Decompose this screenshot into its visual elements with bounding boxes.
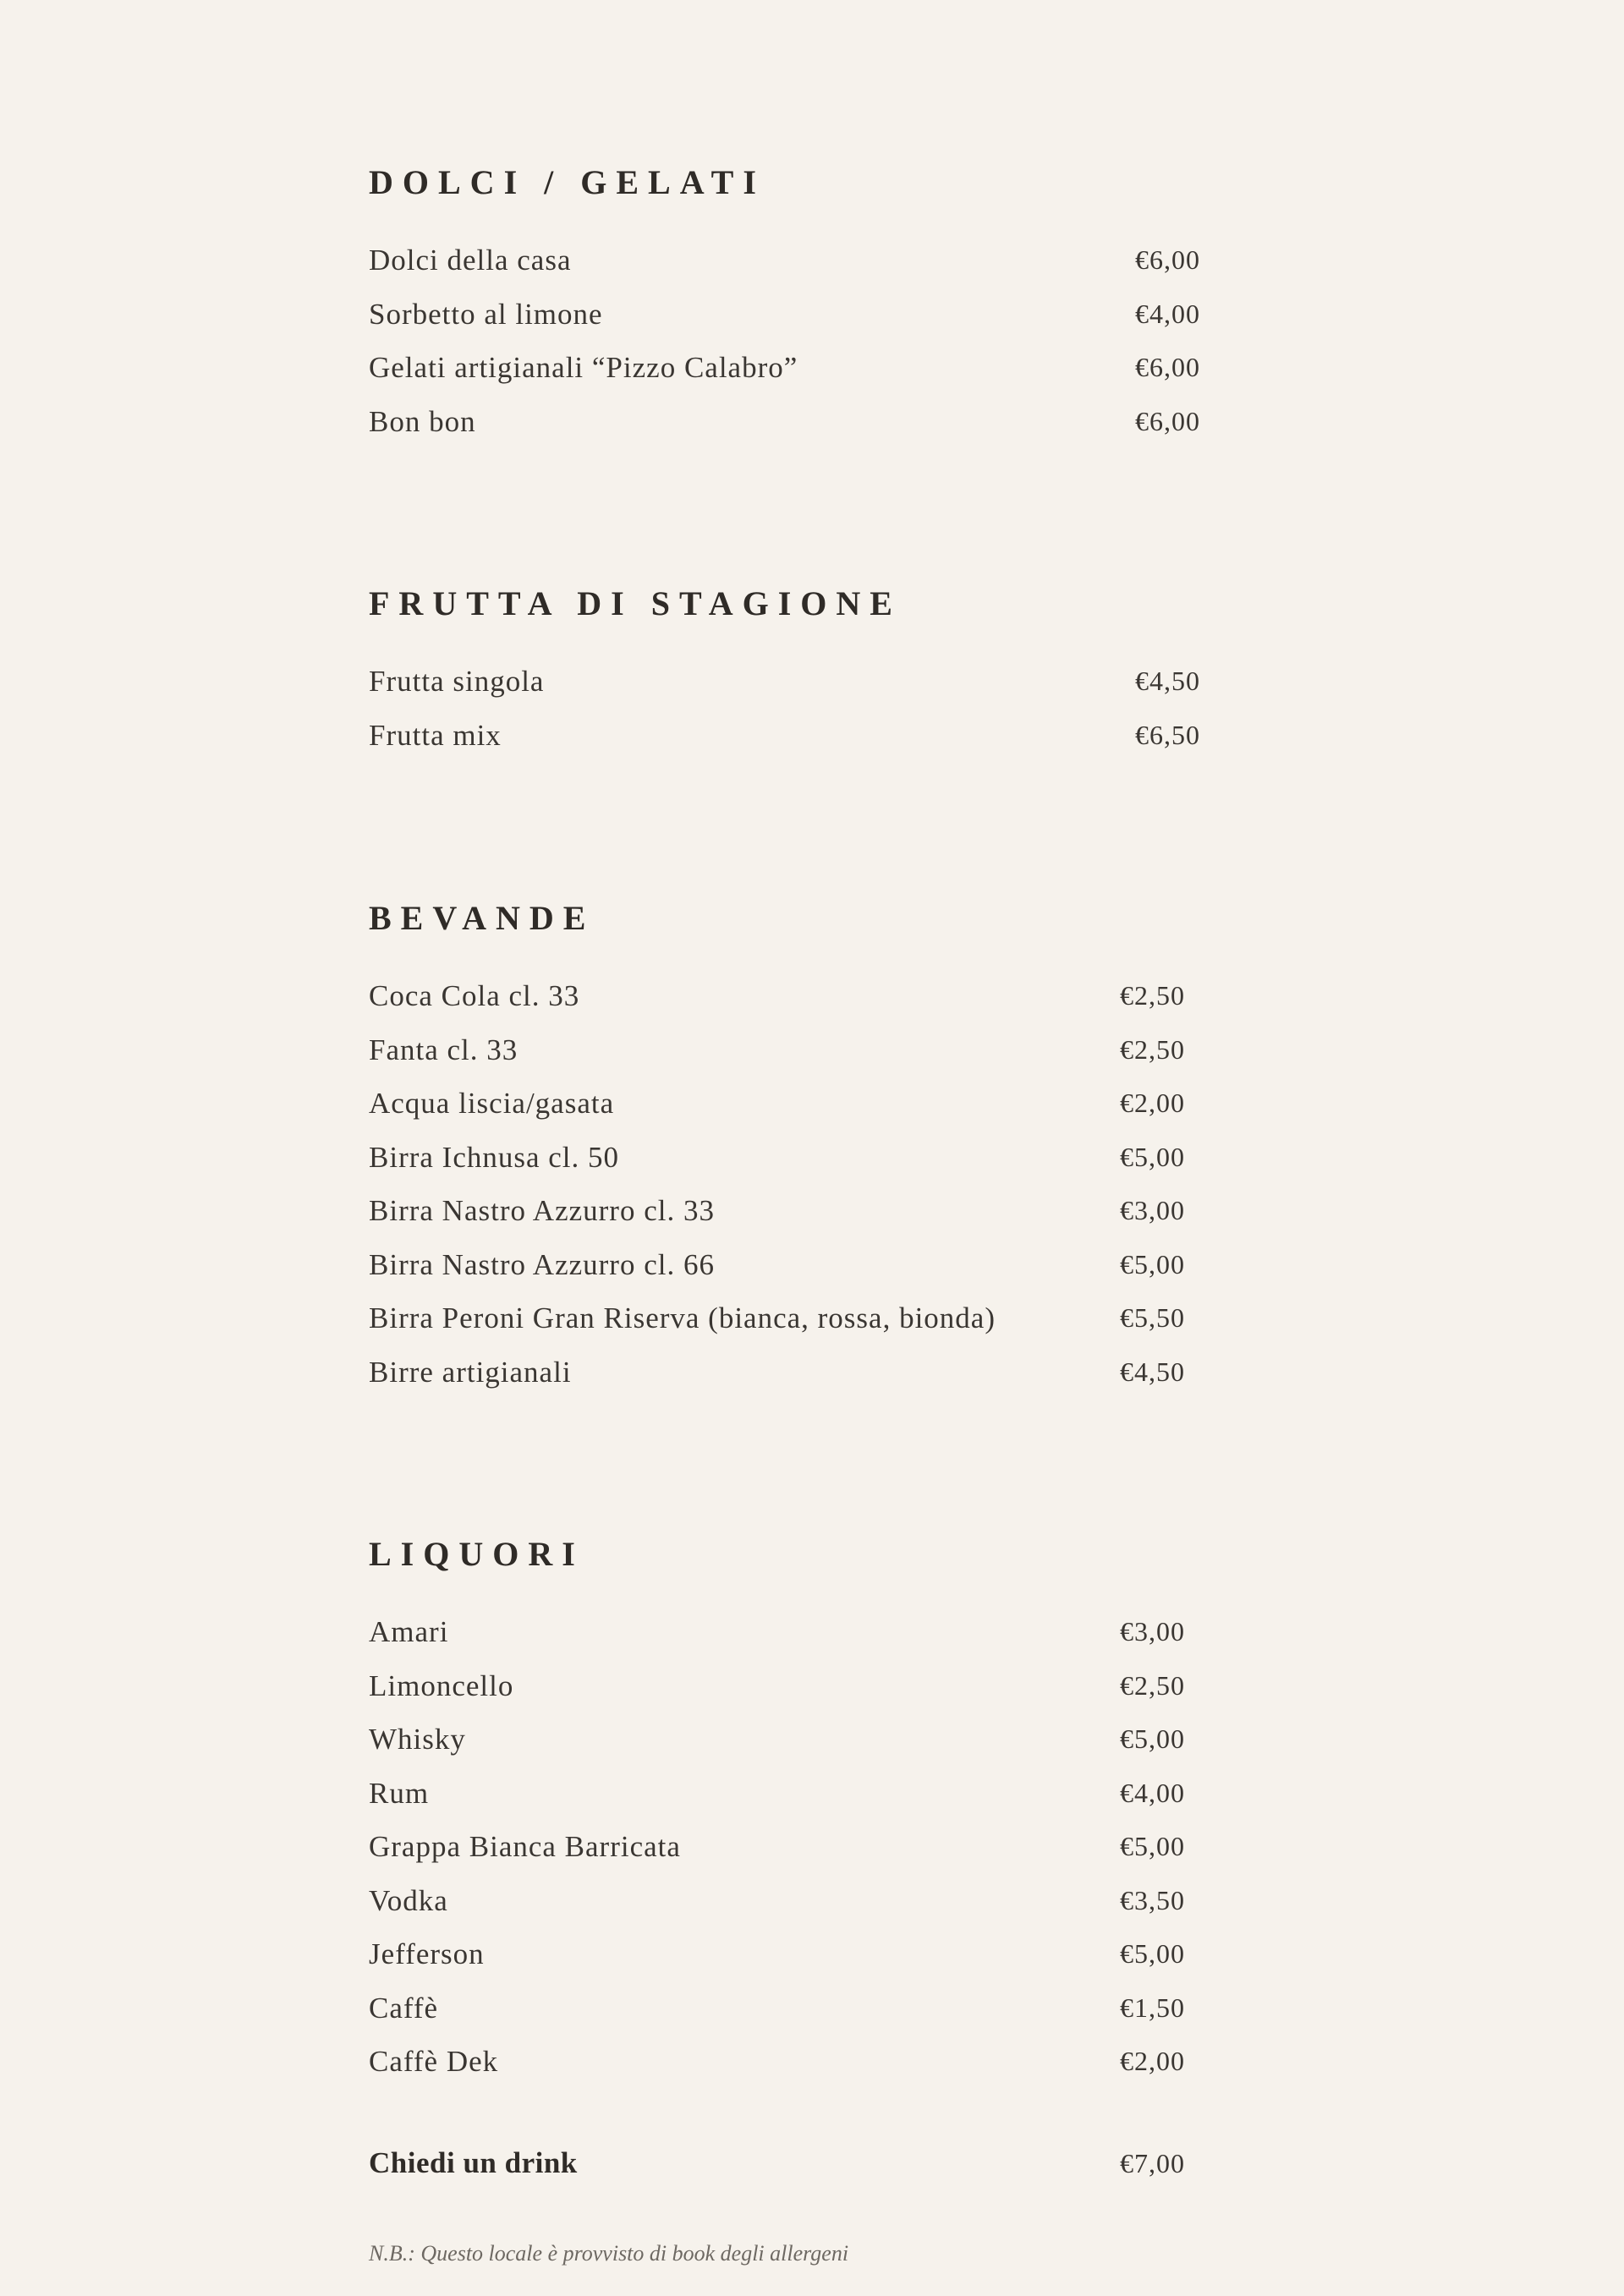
- item-price: €4,50: [1120, 1356, 1185, 1387]
- drink-price: €7,00: [1120, 2148, 1185, 2178]
- menu-item: [369, 288, 1265, 342]
- menu-item: [369, 1820, 1265, 1874]
- item-price: €2,00: [1120, 1088, 1185, 1118]
- item-name: Fanta cl. 33: [369, 1033, 518, 1066]
- menu-item: [369, 1345, 1265, 1400]
- item-list: [369, 655, 1265, 762]
- item-name: Birra Nastro Azzurro cl. 33: [369, 1194, 715, 1227]
- item-price: €3,50: [1120, 1884, 1185, 1915]
- item-name: Dolci della casa: [369, 244, 572, 277]
- item-price: €4,00: [1120, 1777, 1185, 1808]
- menu-item: [369, 655, 1265, 709]
- item-name: Vodka: [369, 1883, 448, 1917]
- item-name: Amari: [369, 1615, 449, 1648]
- section-liquori: [369, 1537, 1265, 2089]
- item-name: Acqua liscia/gasata: [369, 1087, 615, 1120]
- section-frutta-di-stagione: [369, 584, 1265, 762]
- menu-item: [369, 1659, 1265, 1713]
- item-name: Birre artigianali: [369, 1355, 572, 1389]
- item-price: €5,00: [1120, 1248, 1185, 1280]
- item-name: Birra Ichnusa cl. 50: [369, 1140, 620, 1174]
- menu-item: [369, 2035, 1265, 2089]
- menu-item: [369, 341, 1265, 395]
- item-list: [369, 1605, 1265, 2089]
- menu-item: [369, 1927, 1265, 1981]
- item-price: €5,00: [1120, 1141, 1185, 1172]
- item-list: [369, 233, 1265, 448]
- item-name: Frutta mix: [369, 718, 502, 752]
- section-title: DOLCI / GELATI: [369, 163, 765, 201]
- item-price: €5,00: [1120, 1831, 1185, 1861]
- item-price: €2,50: [1120, 1669, 1185, 1701]
- menu-item: [369, 1184, 1265, 1238]
- item-list: [369, 969, 1265, 1399]
- menu-item: [369, 1712, 1265, 1767]
- menu-item: [369, 1077, 1265, 1131]
- item-name: Frutta singola: [369, 665, 545, 698]
- menu-item: [369, 395, 1265, 449]
- drink-name: Chiedi un drink: [369, 2146, 578, 2179]
- section-title: BEVANDE: [369, 899, 595, 937]
- item-name: Caffè: [369, 1991, 439, 2025]
- item-price: €5,00: [1120, 1938, 1185, 1969]
- item-price: €3,00: [1120, 1616, 1185, 1647]
- menu-item: [369, 233, 1265, 288]
- item-price: €6,00: [1135, 405, 1200, 436]
- menu-item: [369, 1981, 1265, 2036]
- section-dolci-gelati: [369, 163, 1265, 448]
- section-bevande: [369, 901, 1265, 1399]
- item-price: €6,00: [1135, 352, 1200, 382]
- item-name: Gelati artigianali “Pizzo Calabro”: [369, 351, 798, 384]
- item-name: Whisky: [369, 1723, 466, 1756]
- item-name: Coca Cola cl. 33: [369, 979, 580, 1012]
- item-name: Limoncello: [369, 1669, 514, 1702]
- item-name: Birra Peroni Gran Riserva (bianca, rossa, bionda): [369, 1301, 996, 1334]
- item-price: €4,00: [1135, 298, 1200, 329]
- item-name: Rum: [369, 1776, 430, 1810]
- item-name: Grappa Bianca Barricata: [369, 1830, 681, 1863]
- item-price: €6,50: [1135, 719, 1200, 750]
- drink-row: [369, 2140, 1265, 2187]
- item-price: €3,00: [1120, 1195, 1185, 1225]
- item-price: €5,50: [1120, 1302, 1185, 1333]
- item-price: €2,00: [1120, 2046, 1185, 2076]
- item-name: Caffè Dek: [369, 2045, 499, 2078]
- item-price: €6,00: [1135, 244, 1200, 275]
- section-title: FRUTTA DI STAGIONE: [369, 584, 902, 622]
- allergen-note: N.B.: Questo locale è provvisto di book degli allergeni: [369, 2241, 849, 2266]
- menu-item: [369, 1131, 1265, 1185]
- item-price: €1,50: [1120, 1992, 1185, 2023]
- menu-item: [369, 1291, 1265, 1345]
- item-name: Sorbetto al limone: [369, 297, 603, 331]
- section-title: LIQUORI: [369, 1535, 584, 1573]
- menu-item: [369, 1238, 1265, 1292]
- item-price: €4,50: [1135, 666, 1200, 696]
- menu-item: [369, 709, 1265, 763]
- menu-item: [369, 1023, 1265, 1077]
- item-price: €2,50: [1120, 980, 1185, 1011]
- item-name: Jefferson: [369, 1937, 485, 1970]
- menu-item: [369, 1767, 1265, 1821]
- menu-item: [369, 1605, 1265, 1659]
- menu-item: [369, 969, 1265, 1023]
- item-price: €2,50: [1120, 1033, 1185, 1065]
- item-price: €5,00: [1120, 1723, 1185, 1754]
- menu-item: [369, 1874, 1265, 1928]
- item-name: Birra Nastro Azzurro cl. 66: [369, 1247, 715, 1281]
- item-name: Bon bon: [369, 404, 476, 438]
